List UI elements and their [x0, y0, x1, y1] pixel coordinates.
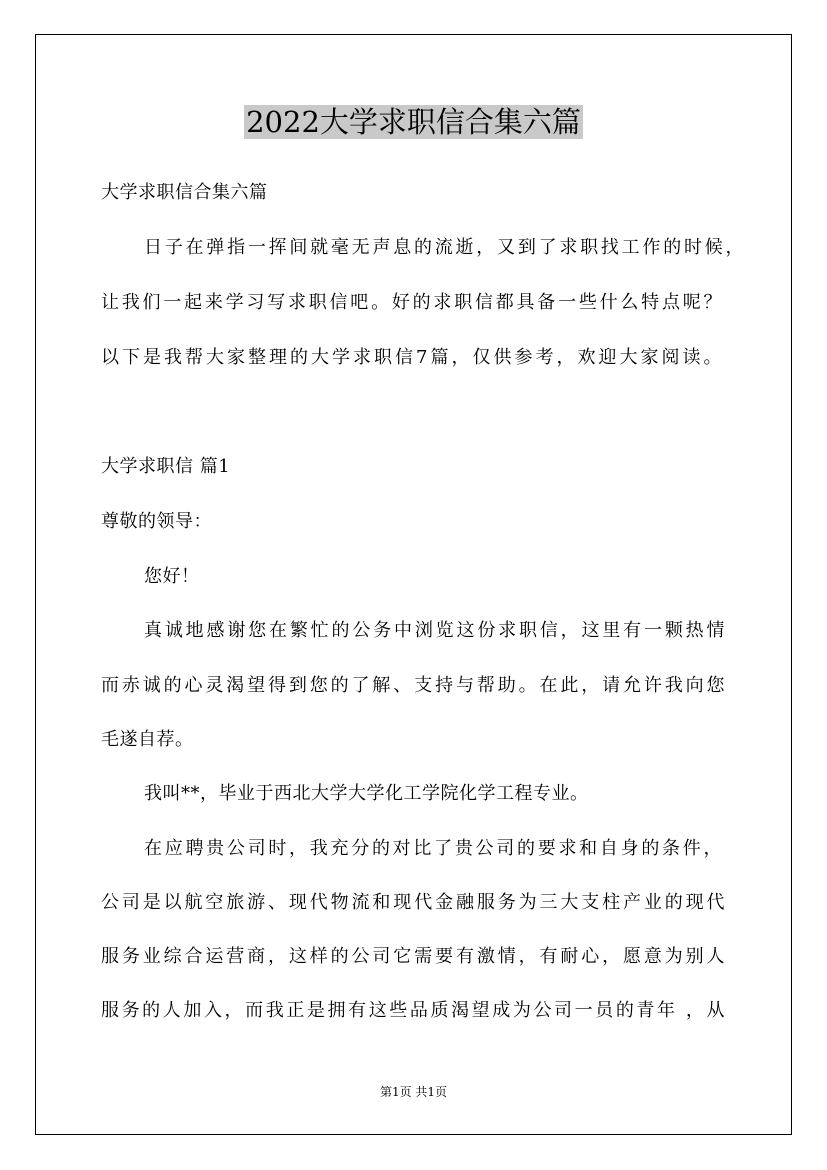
salutation: 尊敬的领导： [101, 511, 212, 532]
paragraph3-line-1: 在应聘贵公司时，我充分的对比了贵公司的要求和自身的条件， [144, 838, 722, 859]
paragraph3-line-3: 服务业综合运营商，这样的公司它需要有激情，有耐心，愿意为别人 [101, 946, 725, 967]
paragraph2: 我叫**，毕业于西北大学大学化工学院化学工程专业。 [144, 783, 589, 804]
paragraph1-line-2: 而赤诚的心灵渴望得到您的了解、支持与帮助。在此，请允许我向您 [101, 675, 725, 696]
section-heading: 大学求职信 篇1 [101, 456, 231, 477]
document-subtitle: 大学求职信合集六篇 [101, 182, 268, 203]
document-title-text: 2022大学求职信合集六篇 [246, 105, 581, 139]
intro-line-2: 让我们一起来学习写求职信吧。好的求职信都具备一些什么特点呢？ [101, 292, 722, 313]
greeting: 您好！ [144, 566, 200, 587]
intro-line-1: 日子在弹指一挥间就毫无声息的流逝，又到了求职找工作的时候， [144, 237, 744, 258]
intro-line-3: 以下是我帮大家整理的大学求职信7篇，仅供参考，欢迎大家阅读。 [101, 347, 722, 368]
paragraph1-line-1: 真诚地感谢您在繁忙的公务中浏览这份求职信，这里有一颗热情 [144, 620, 725, 641]
paragraph3-line-2: 公司是以航空旅游、现代物流和现代金融服务为三大支柱产业的现代 [101, 892, 725, 913]
document-title [0, 102, 827, 142]
paragraph1-line-3: 毛遂自荐。 [101, 729, 194, 750]
page-footer: 第1页 共1页 [379, 1085, 448, 1099]
paragraph3-line-4: 服务的人加入，而我正是拥有这些品质渴望成为公司一员的青年 ，从 [101, 1000, 725, 1021]
